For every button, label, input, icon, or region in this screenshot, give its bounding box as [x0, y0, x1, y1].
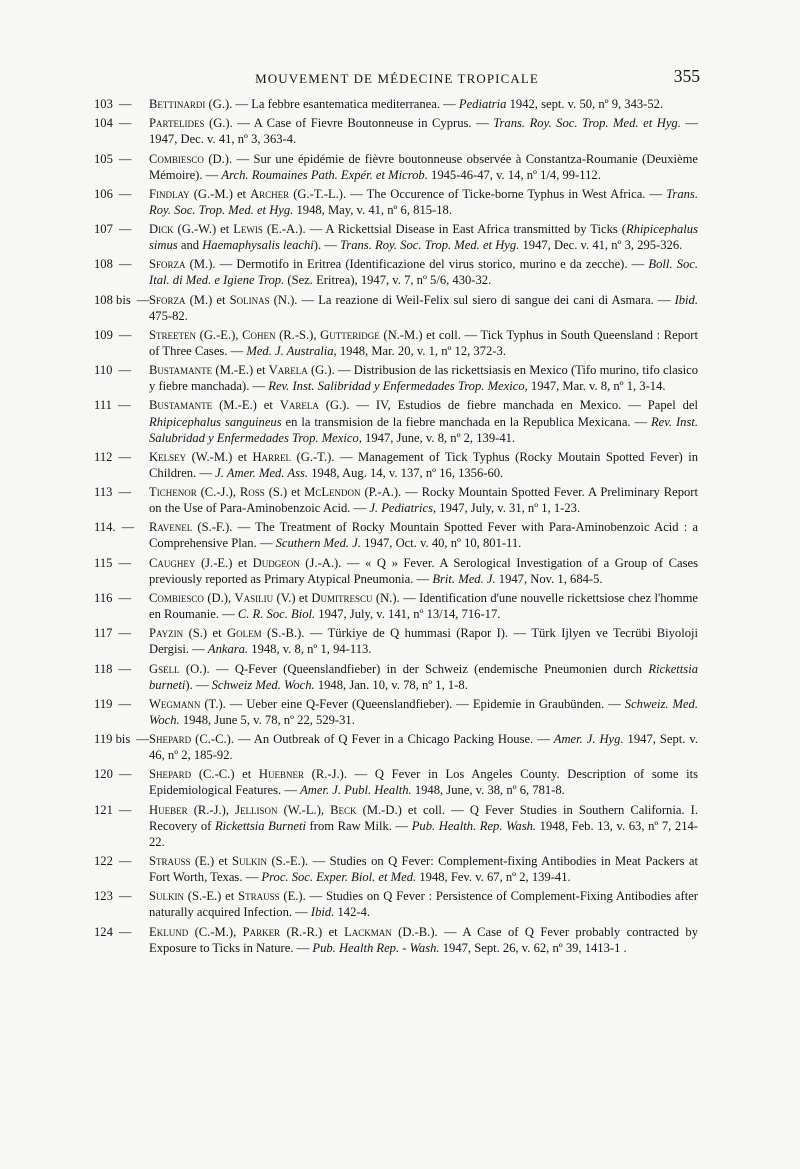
- reference-text: Ravenel (S.-F.). — The Treatment of Rocky Mountain Spotted Fever with Para-Aminobenzoic Acid : a Comprehensive Plan. — Scuthern Med. J. 1947, Oct. v. 40, nº 10, 801-11.: [149, 520, 698, 551]
- reference-text: Shepard (C.-C.). — An Outbreak of Q Fever in a Chicago Packing House. — Amer. J. Hyg. 1947, Sept. v. 46, nº 2, 185-92.: [149, 732, 698, 763]
- reference-list: [94, 96, 698, 959]
- running-title: MOUVEMENT DE MÉDECINE TROPICALE: [255, 71, 539, 86]
- reference-number: 118 —: [94, 661, 132, 676]
- reference-text: Bustamante (M.-E.) et Varela (G.). — Distribusion de las rickettsiasis en Mexico (Tifo murino, tifo clasico y fiebre manchada). — Rev. Inst. Salibridad y Enfermedades Trop. Mexico, 1947, Mar. v. 8, nº 1, 3-14.: [149, 363, 698, 394]
- reference-entry: [94, 590, 698, 622]
- reference-entry: [94, 731, 698, 763]
- reference-entry: [94, 256, 698, 288]
- reference-entry: [94, 766, 698, 798]
- page-header: [94, 66, 700, 88]
- reference-text: Sforza (M.) et Solinas (N.). — La reazione di Weil-Felix sul siero di sangue dei cani di Asmara. — Ibid. 475-82.: [149, 292, 698, 323]
- reference-entry: [94, 151, 698, 183]
- reference-entry: [94, 888, 698, 920]
- reference-entry: [94, 519, 698, 551]
- reference-number: 116 —: [94, 590, 132, 605]
- reference-text: Eklund (C.-M.), Parker (R.-R.) et Lackman (D.-B.). — A Case of Q Fever probably contracted by Exposure to Ticks in Nature. — Pub. Health Rep. - Wash. 1947, Sept. 26, v. 62, nº 39, 1413-1 .: [149, 924, 698, 955]
- reference-entry: [94, 555, 698, 587]
- reference-entry: [94, 802, 698, 850]
- reference-number: 122 —: [94, 853, 132, 868]
- reference-number: 113 —: [94, 485, 132, 500]
- reference-number: 121 —: [94, 802, 132, 817]
- reference-text: Combiesco (D.). — Sur une épidémie de fièvre boutonneuse observée à Constantza-Roumanie (Deuxième Mémoire). — Arch. Roumaines Path. Expér. et Microb. 1945-46-47, v. 14, nº 1/4, 99-112.: [149, 151, 698, 182]
- reference-number: 119 —: [94, 696, 132, 711]
- reference-number: 114. —: [94, 520, 135, 535]
- reference-entry: [94, 661, 698, 693]
- reference-number: 123 —: [94, 889, 132, 904]
- reference-text: Kelsey (W.-M.) et Harrel (G.-T.). — Management of Tick Typhus (Rocky Moutain Spotted Fever) in Children. — J. Amer. Med. Ass. 1948, Aug. 14, v. 137, nº 16, 1356-60.: [149, 449, 698, 480]
- reference-number: 119 bis —: [94, 732, 149, 747]
- reference-entry: [94, 327, 698, 359]
- reference-entry: [94, 853, 698, 885]
- reference-text: Sulkin (S.-E.) et Strauss (E.). — Studies on Q Fever : Persistence of Complement-Fixing Antibodies after naturally acquired Infection. — Ibid. 142-4.: [149, 889, 698, 920]
- reference-number: 104 —: [94, 116, 132, 131]
- reference-entry: [94, 924, 698, 956]
- reference-text: Combiesco (D.), Vasiliu (V.) et Dumitrescu (N.). — Identification d'une nouvelle rickettsiose chez l'homme en Roumanie. — C. R. Soc. Biol. 1947, July, v. 141, nº 13/14, 716-17.: [149, 590, 699, 621]
- reference-entry: [94, 397, 698, 445]
- reference-text: Streeten (G.-E.), Cohen (R.-S.), Gutteridge (N.-M.) et coll. — Tick Typhus in South Queensland : Report of Three Cases. — Med. J. Australia, 1948, Mar. 20, v. 1, nº 12, 372-3.: [149, 327, 698, 358]
- reference-text: Tichenor (C.-J.), Ross (S.) et McLendon (P.-A.). — Rocky Mountain Spotted Fever. A Preliminary Report on the Use of Para-Aminobenzoic Acid. — J. Pediatrics, 1947, July, v. 31, nº 1, 1-23.: [149, 485, 698, 516]
- reference-text: Bustamante (M.-E.) et Varela (G.). — IV, Estudios de fiebre manchada en Mexico. — Papel del Rhipicephalus sanguineus en la transmision de la fiebre manchada en la Republica Mexicana. — Rev. Inst. Salubridad y Enfermedades Trop. Mexico, 1947, June, v. 8, nº 2, 139-41.: [149, 398, 698, 445]
- reference-number: 112 —: [94, 449, 132, 464]
- page-number: 355: [673, 66, 700, 86]
- reference-number: 105 —: [94, 151, 132, 166]
- reference-number: 124 —: [94, 924, 132, 939]
- reference-text: Wegmann (T.). — Ueber eine Q-Fever (Queenslandfieber). — Epidemie in Graubünden. — Schweiz. Med. Woch. 1948, June 5, v. 78, nº 22, 529-31.: [149, 696, 698, 727]
- reference-number: 107 —: [94, 222, 132, 237]
- reference-text: Strauss (E.) et Sulkin (S.-E.). — Studies on Q Fever: Complement-fixing Antibodies in Meat Packers at Fort Worth, Texas. — Proc. Soc. Exper. Biol. et Med. 1948, Fev. v. 67, nº 2, 139-41.: [149, 853, 698, 884]
- reference-text: Findlay (G.-M.) et Archer (G.-T.-L.). — The Occurence of Ticke-borne Typhus in West Africa. — Trans. Roy. Soc. Trop. Med. et Hyg. 1948, May, v. 41, nº 6, 815-18.: [149, 186, 698, 217]
- reference-text: Shepard (C.-C.) et Huebner (R.-J.). — Q Fever in Los Angeles County. Description of some its Epidemiological Features. — Amer. J. Publ. Health. 1948, June, v. 38, nº 6, 781-8.: [149, 767, 698, 798]
- reference-text: Caughey (J.-E.) et Dudgeon (J.-A.). — « Q » Fever. A Serological Investigation of a Group of Cases previously reported as Primary Atypical Pneumonia. — Brit. Med. J. 1947, Nov. 1, 684-5.: [149, 555, 698, 586]
- reference-text: Payzin (S.) et Golem (S.-B.). — Türkiye de Q hummasi (Rapor I). — Türk Ijlyen ve Tecrübi Biyoloji Dergisi. — Ankara. 1948, v. 8, nº 1, 94-113.: [149, 626, 698, 657]
- reference-text: Partelides (G.). — A Case of Fievre Boutonneuse in Cyprus. — Trans. Roy. Soc. Trop. Med. et Hyg. — 1947, Dec. v. 41, nº 3, 363-4.: [149, 116, 698, 147]
- reference-entry: [94, 362, 698, 394]
- reference-entry: [94, 484, 698, 516]
- reference-entry: [94, 96, 698, 112]
- reference-number: 106 —: [94, 186, 132, 201]
- reference-number: 111 —: [94, 398, 131, 413]
- reference-text: Bettinardi (G.). — La febbre esantematica mediterranea. — Pediatria 1942, sept. v. 50, nº 9, 343-52.: [149, 97, 664, 111]
- reference-number: 103 —: [94, 97, 132, 111]
- reference-number: 110 —: [94, 363, 132, 378]
- reference-number: 120 —: [94, 767, 132, 782]
- reference-number: 108 —: [94, 257, 132, 272]
- reference-number: 109 —: [94, 327, 132, 342]
- reference-entry: [94, 292, 698, 324]
- reference-entry: [94, 221, 698, 253]
- reference-text: Gsell (O.). — Q-Fever (Queenslandfieber) in der Schweiz (endemische Pneumonien durch Rickettsia burneti). — Schweiz Med. Woch. 1948, Jan. 10, v. 78, nº 1, 1-8.: [149, 661, 698, 692]
- reference-number: 117 —: [94, 626, 132, 641]
- reference-entry: [94, 449, 698, 481]
- reference-text: Dick (G.-W.) et Lewis (E.-A.). — A Rickettsial Disease in East Africa transmitted by Ticks (Rhipicephalus simus and Haemaphysalis leachi). — Trans. Roy. Soc. Trop. Med. et Hyg. 1947, Dec. v. 41, nº 3, 295-326.: [149, 222, 698, 253]
- reference-text: Hueber (R.-J.), Jellison (W.-L.), Beck (M.-D.) et coll. — Q Fever Studies in Southern California. I. Recovery of Rickettsia Burneti from Raw Milk. — Pub. Health. Rep. Wash. 1948, Feb. 13, v. 63, nº 7, 214-22.: [149, 802, 699, 849]
- reference-number: 115 —: [94, 555, 132, 570]
- reference-entry: [94, 696, 698, 728]
- reference-text: Sforza (M.). — Dermotifo in Eritrea (Identificazione del virus storico, murino e da zecche). — Boll. Soc. Ital. di Med. e Igiene Trop. (Sez. Eritrea), 1947, v. 7, nº 5/6, 430-32.: [149, 257, 699, 288]
- reference-number: 108 bis —: [94, 292, 150, 307]
- reference-entry: [94, 625, 698, 657]
- reference-entry: [94, 115, 698, 147]
- reference-entry: [94, 186, 698, 218]
